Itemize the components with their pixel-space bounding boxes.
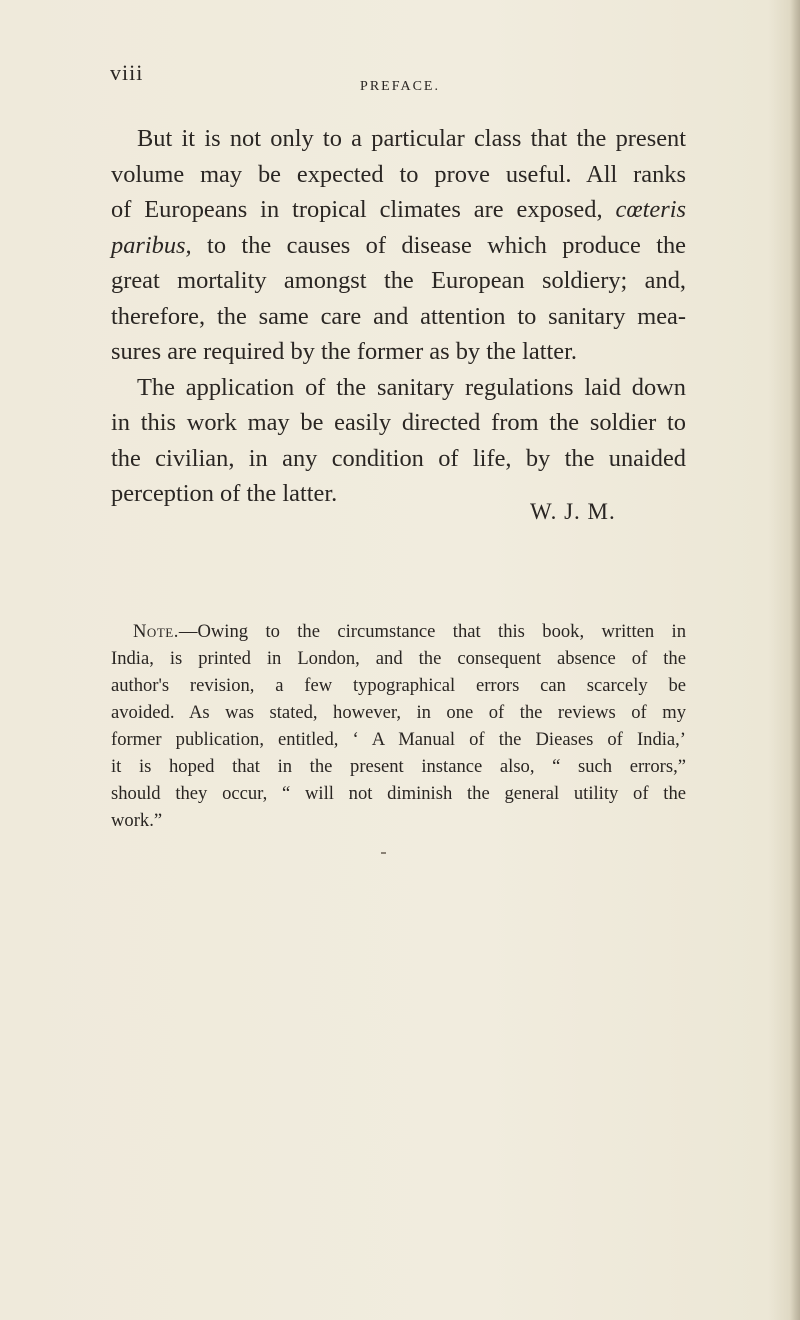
author-signature: W. J. M. bbox=[530, 499, 616, 524]
text-line bbox=[111, 228, 686, 264]
text-line: The application of the sanitary regulations laid down bbox=[137, 373, 686, 401]
latin-phrase: paribus, bbox=[111, 231, 192, 259]
text-line: great mortality amongst the European soldiery; and, bbox=[111, 267, 686, 294]
text-line: in this work may be easily directed from the soldier to bbox=[111, 409, 686, 436]
text-segment: to the causes of disease which produce the bbox=[207, 231, 686, 259]
latin-phrase: cœteris bbox=[615, 196, 686, 223]
text-line: But it is not only to a particular class that the present bbox=[137, 125, 686, 152]
text-line bbox=[111, 192, 686, 228]
text-line bbox=[111, 618, 686, 645]
text-segment: of Europeans in tropical climates are exposed, bbox=[111, 196, 603, 223]
text-line: sures are required by the former as by the latter. bbox=[111, 338, 577, 365]
running-head: PREFACE. bbox=[360, 79, 440, 94]
preface-paragraph bbox=[111, 121, 686, 512]
text-line: avoided. As was stated, however, in one of the reviews of my bbox=[111, 702, 686, 723]
page-number: viii bbox=[110, 60, 144, 85]
text-segment: —Owing to the circumstance that this book, written in bbox=[178, 621, 686, 642]
text-line: should they occur, “ will not diminish the general utility of the bbox=[111, 783, 686, 804]
text-line: work.” bbox=[111, 810, 163, 831]
text-line: India, is printed in London, and the consequent absence of the bbox=[111, 648, 686, 669]
text-line: the civilian, in any condition of life, by the unaided bbox=[111, 444, 686, 472]
note-label: Note. bbox=[133, 621, 179, 642]
note-paragraph bbox=[111, 618, 686, 834]
text-line: therefore, the same care and attention to sanitary mea- bbox=[111, 302, 686, 330]
page-edge-shadow bbox=[790, 0, 800, 1320]
ink-speck bbox=[381, 852, 386, 854]
text-line: it is hoped that in the present instance also, “ such errors,” bbox=[111, 756, 686, 777]
text-line: author's revision, a few typographical errors can scarcely be bbox=[111, 675, 686, 696]
text-line: former publication, entitled, ‘ A Manual of the Dieases of India,’ bbox=[111, 729, 686, 750]
text-line: perception of the latter. bbox=[111, 480, 338, 507]
text-line: volume may be expected to prove useful. All ranks bbox=[111, 160, 686, 188]
